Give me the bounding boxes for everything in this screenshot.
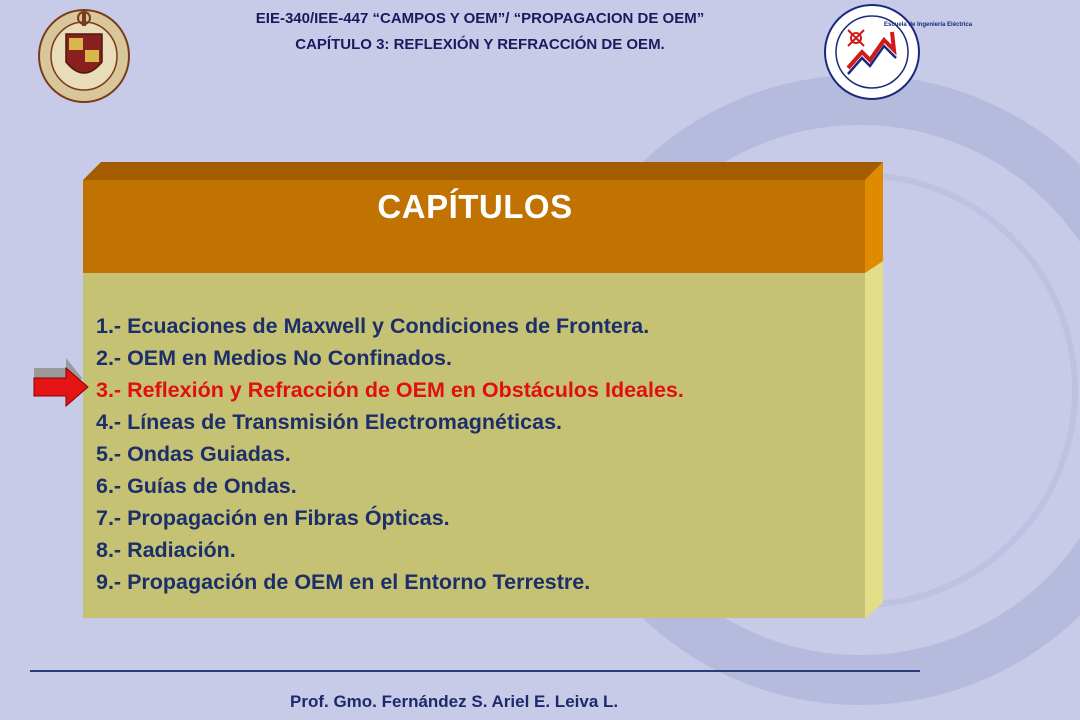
chapter-item: 1.- Ecuaciones de Maxwell y Condiciones de Frontera.	[96, 314, 650, 338]
current-chapter-arrow-icon	[30, 360, 94, 410]
footer-divider	[30, 670, 920, 672]
chapter-list	[96, 310, 684, 598]
chapter-item: 5.- Ondas Guiadas.	[96, 442, 291, 466]
panel-body-side	[865, 261, 883, 618]
chapter-item-current: 3.- Reflexión y Refracción de OEM en Obstáculos Ideales.	[96, 378, 684, 402]
panel-title: CAPÍTULOS	[377, 188, 573, 225]
chapter-item: 2.- OEM en Medios No Confinados.	[96, 346, 452, 370]
chapter-item: 7.- Propagación en Fibras Ópticas.	[96, 506, 450, 530]
footer-authors: Prof. Gmo. Fernández S. Ariel E. Leiva L.	[290, 692, 619, 711]
chapter-item: 6.- Guías de Ondas.	[96, 474, 297, 498]
chapter-subtitle: CAPÍTULO 3: REFLEXIÓN Y REFRACCIÓN DE OEM.	[295, 36, 665, 53]
course-title: EIE-340/IEE-447 “CAMPOS Y OEM”/ “PROPAGACION DE OEM”	[255, 10, 705, 27]
panel-title-top	[83, 162, 883, 180]
chapter-item: 8.- Radiación.	[96, 538, 236, 562]
chapter-item: 4.- Líneas de Transmisión Electromagnéticas.	[96, 410, 562, 434]
chapter-item: 9.- Propagación de OEM en el Entorno Terrestre.	[96, 570, 591, 594]
school-logo-label: Escuela de Ingeniería Eléctrica	[884, 22, 973, 28]
